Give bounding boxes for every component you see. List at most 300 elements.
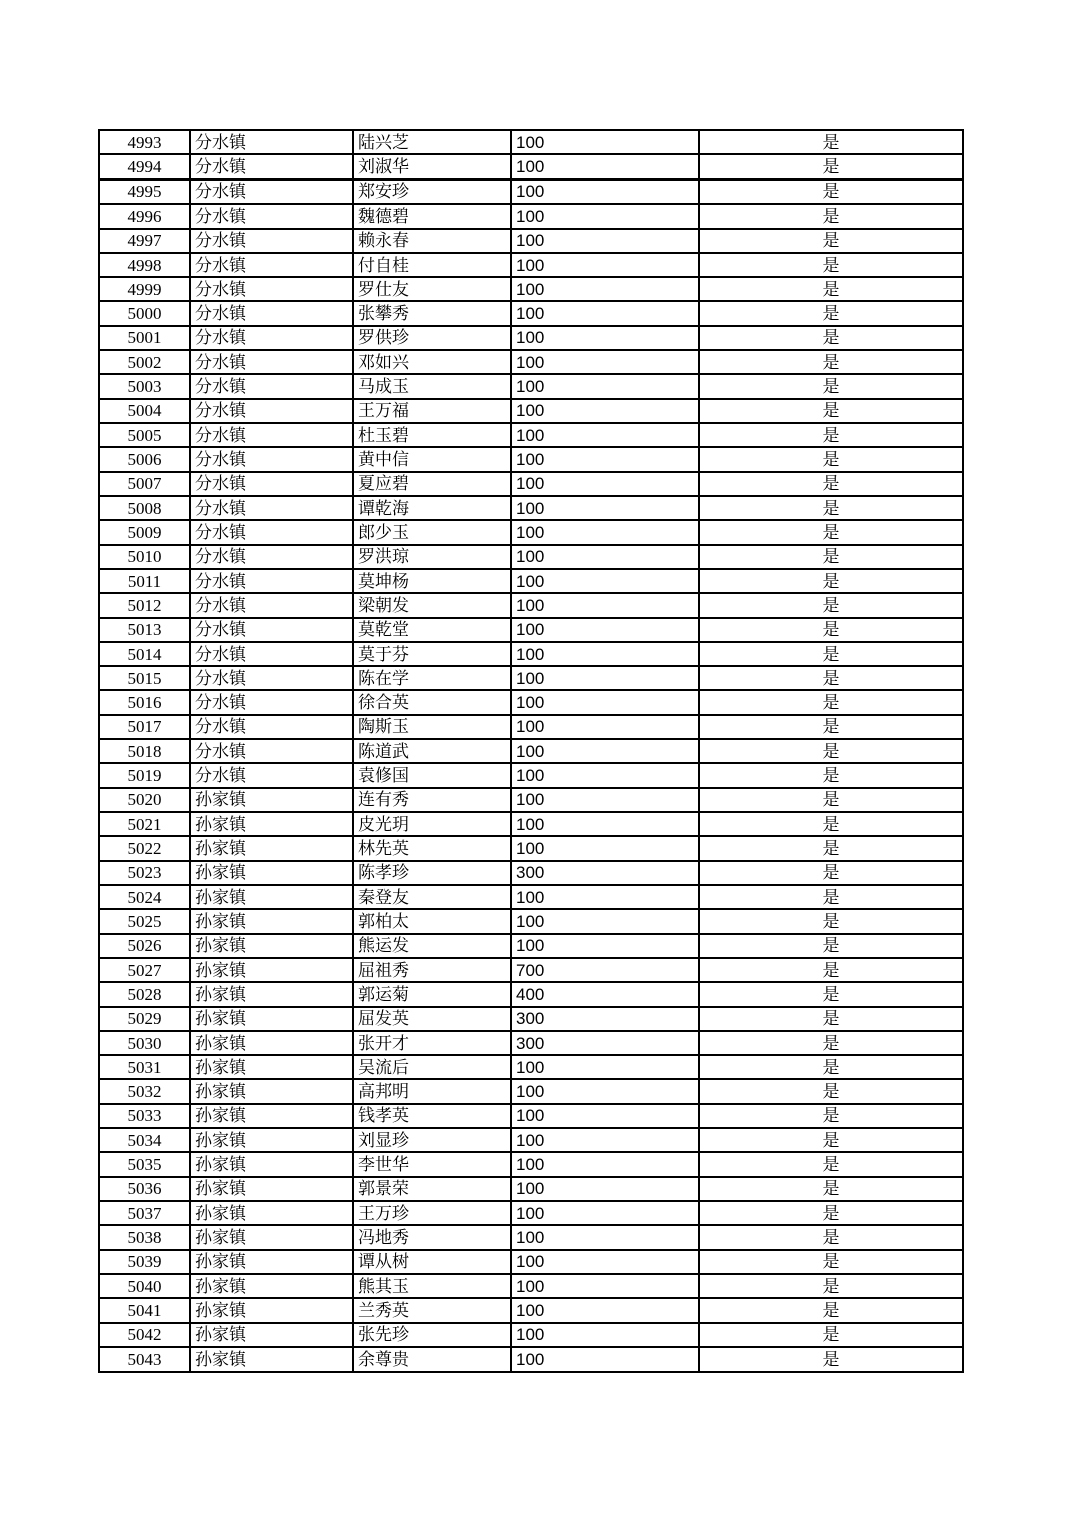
table-row [99,520,963,544]
cell-serial-number: 5007 [99,472,190,496]
cell-town: 分水镇 [190,350,353,374]
cell-confirmed-flag: 是 [699,1347,963,1372]
cell-town: 分水镇 [190,447,353,471]
cell-town: 孙家镇 [190,1031,353,1055]
cell-serial-number: 4993 [99,130,190,154]
cell-amount: 100 [511,812,699,836]
cell-confirmed-flag: 是 [699,618,963,642]
cell-serial-number: 5011 [99,569,190,593]
cell-confirmed-flag: 是 [699,861,963,885]
table-row [99,204,963,228]
cell-serial-number: 4994 [99,154,190,179]
cell-serial-number: 5015 [99,666,190,690]
table-row [99,1274,963,1298]
cell-serial-number: 5017 [99,715,190,739]
cell-town: 孙家镇 [190,982,353,1006]
cell-town: 孙家镇 [190,1274,353,1298]
cell-person-name: 陈道武 [353,739,511,763]
cell-amount: 100 [511,715,699,739]
table-row [99,788,963,812]
cell-amount: 100 [511,1079,699,1103]
cell-serial-number: 5033 [99,1104,190,1128]
cell-town: 分水镇 [190,666,353,690]
cell-person-name: 张先珍 [353,1323,511,1347]
cell-confirmed-flag: 是 [699,154,963,179]
cell-amount: 100 [511,399,699,423]
cell-serial-number: 5024 [99,885,190,909]
cell-town: 孙家镇 [190,1201,353,1225]
cell-amount: 100 [511,350,699,374]
cell-amount: 100 [511,204,699,228]
cell-confirmed-flag: 是 [699,204,963,228]
table-row [99,301,963,325]
cell-person-name: 郎少玉 [353,520,511,544]
cell-person-name: 杜玉碧 [353,423,511,447]
cell-amount: 100 [511,885,699,909]
cell-person-name: 郭运菊 [353,982,511,1006]
table-row [99,423,963,447]
cell-town: 分水镇 [190,715,353,739]
cell-amount: 100 [511,1347,699,1372]
table-row [99,618,963,642]
table-row [99,909,963,933]
cell-amount: 100 [511,836,699,860]
cell-person-name: 陈孝珍 [353,861,511,885]
table-row [99,642,963,666]
cell-town: 分水镇 [190,618,353,642]
cell-confirmed-flag: 是 [699,763,963,787]
cell-town: 孙家镇 [190,788,353,812]
cell-serial-number: 5042 [99,1323,190,1347]
cell-town: 孙家镇 [190,909,353,933]
cell-confirmed-flag: 是 [699,1055,963,1079]
cell-confirmed-flag: 是 [699,1128,963,1152]
cell-amount: 100 [511,934,699,958]
table-row [99,715,963,739]
cell-confirmed-flag: 是 [699,812,963,836]
table-row [99,690,963,714]
cell-town: 分水镇 [190,154,353,179]
cell-serial-number: 5005 [99,423,190,447]
cell-confirmed-flag: 是 [699,326,963,350]
cell-amount: 100 [511,326,699,350]
cell-serial-number: 5019 [99,763,190,787]
cell-confirmed-flag: 是 [699,569,963,593]
cell-amount: 100 [511,253,699,277]
table-row [99,1007,963,1031]
table-row [99,861,963,885]
cell-person-name: 兰秀英 [353,1298,511,1322]
table-row [99,326,963,350]
cell-serial-number: 4995 [99,179,190,204]
cell-person-name: 谭从树 [353,1250,511,1274]
cell-serial-number: 5018 [99,739,190,763]
cell-confirmed-flag: 是 [699,496,963,520]
table-row [99,666,963,690]
cell-confirmed-flag: 是 [699,350,963,374]
cell-town: 分水镇 [190,472,353,496]
cell-amount: 300 [511,1007,699,1031]
cell-town: 孙家镇 [190,1152,353,1176]
table-row [99,179,963,204]
cell-town: 孙家镇 [190,1250,353,1274]
cell-amount: 100 [511,301,699,325]
table-row [99,958,963,982]
cell-confirmed-flag: 是 [699,690,963,714]
cell-person-name: 谭乾海 [353,496,511,520]
cell-person-name: 吴流后 [353,1055,511,1079]
cell-person-name: 钱孝英 [353,1104,511,1128]
cell-confirmed-flag: 是 [699,277,963,301]
cell-amount: 400 [511,982,699,1006]
data-table [98,129,964,1373]
cell-person-name: 梁朝发 [353,593,511,617]
cell-person-name: 张攀秀 [353,301,511,325]
cell-amount: 700 [511,958,699,982]
cell-person-name: 郑安珍 [353,179,511,204]
cell-amount: 100 [511,1152,699,1176]
table-row [99,569,963,593]
cell-town: 分水镇 [190,301,353,325]
cell-town: 孙家镇 [190,934,353,958]
cell-person-name: 张开才 [353,1031,511,1055]
cell-confirmed-flag: 是 [699,934,963,958]
cell-person-name: 付自桂 [353,253,511,277]
cell-person-name: 冯地秀 [353,1225,511,1249]
cell-town: 孙家镇 [190,1323,353,1347]
cell-person-name: 徐合英 [353,690,511,714]
cell-town: 孙家镇 [190,836,353,860]
cell-amount: 100 [511,690,699,714]
cell-amount: 100 [511,1298,699,1322]
cell-town: 孙家镇 [190,1079,353,1103]
cell-town: 孙家镇 [190,1007,353,1031]
cell-confirmed-flag: 是 [699,1225,963,1249]
cell-confirmed-flag: 是 [699,958,963,982]
cell-person-name: 刘显珍 [353,1128,511,1152]
cell-serial-number: 5021 [99,812,190,836]
cell-confirmed-flag: 是 [699,1152,963,1176]
cell-serial-number: 5037 [99,1201,190,1225]
cell-person-name: 袁修国 [353,763,511,787]
cell-person-name: 熊运发 [353,934,511,958]
table-row [99,1128,963,1152]
table-row [99,836,963,860]
cell-town: 分水镇 [190,326,353,350]
cell-amount: 100 [511,472,699,496]
table-row [99,1347,963,1372]
cell-confirmed-flag: 是 [699,301,963,325]
cell-person-name: 罗洪琼 [353,545,511,569]
cell-amount: 100 [511,1177,699,1201]
table-row [99,130,963,154]
cell-person-name: 罗仕友 [353,277,511,301]
cell-person-name: 余尊贵 [353,1347,511,1372]
cell-amount: 100 [511,1225,699,1249]
cell-amount: 100 [511,277,699,301]
cell-serial-number: 5041 [99,1298,190,1322]
cell-serial-number: 5026 [99,934,190,958]
cell-town: 孙家镇 [190,1347,353,1372]
cell-serial-number: 5010 [99,545,190,569]
cell-confirmed-flag: 是 [699,666,963,690]
cell-serial-number: 5006 [99,447,190,471]
cell-town: 分水镇 [190,593,353,617]
table-row [99,934,963,958]
cell-person-name: 高邦明 [353,1079,511,1103]
cell-person-name: 林先英 [353,836,511,860]
cell-serial-number: 5031 [99,1055,190,1079]
cell-confirmed-flag: 是 [699,520,963,544]
cell-serial-number: 5023 [99,861,190,885]
cell-confirmed-flag: 是 [699,1201,963,1225]
cell-serial-number: 5027 [99,958,190,982]
cell-confirmed-flag: 是 [699,253,963,277]
cell-serial-number: 5001 [99,326,190,350]
cell-confirmed-flag: 是 [699,447,963,471]
cell-person-name: 熊其玉 [353,1274,511,1298]
cell-serial-number: 5014 [99,642,190,666]
cell-town: 分水镇 [190,763,353,787]
cell-confirmed-flag: 是 [699,885,963,909]
cell-amount: 100 [511,229,699,253]
cell-person-name: 莫坤杨 [353,569,511,593]
table-row [99,1079,963,1103]
cell-person-name: 陆兴芝 [353,130,511,154]
cell-serial-number: 5016 [99,690,190,714]
cell-serial-number: 5009 [99,520,190,544]
cell-amount: 100 [511,374,699,398]
cell-confirmed-flag: 是 [699,909,963,933]
cell-serial-number: 5013 [99,618,190,642]
cell-amount: 100 [511,593,699,617]
cell-person-name: 黄中信 [353,447,511,471]
cell-person-name: 莫乾堂 [353,618,511,642]
cell-confirmed-flag: 是 [699,642,963,666]
cell-person-name: 王万珍 [353,1201,511,1225]
cell-serial-number: 5043 [99,1347,190,1372]
cell-amount: 100 [511,423,699,447]
table-row [99,739,963,763]
cell-person-name: 夏应碧 [353,472,511,496]
table-row [99,472,963,496]
cell-serial-number: 5032 [99,1079,190,1103]
table-row [99,447,963,471]
table-row [99,593,963,617]
cell-town: 孙家镇 [190,1055,353,1079]
cell-confirmed-flag: 是 [699,545,963,569]
table-row [99,1298,963,1322]
cell-serial-number: 5040 [99,1274,190,1298]
table-row [99,1031,963,1055]
cell-amount: 100 [511,788,699,812]
cell-amount: 100 [511,1055,699,1079]
table-row [99,229,963,253]
cell-amount: 100 [511,545,699,569]
table-row [99,1250,963,1274]
table-row [99,1201,963,1225]
cell-serial-number: 5000 [99,301,190,325]
cell-town: 分水镇 [190,399,353,423]
cell-confirmed-flag: 是 [699,739,963,763]
table-body [99,130,963,1372]
table-row [99,399,963,423]
cell-serial-number: 5030 [99,1031,190,1055]
cell-town: 孙家镇 [190,1128,353,1152]
cell-serial-number: 5034 [99,1128,190,1152]
table-row [99,812,963,836]
cell-amount: 100 [511,447,699,471]
table-row [99,350,963,374]
cell-confirmed-flag: 是 [699,1031,963,1055]
cell-serial-number: 5003 [99,374,190,398]
cell-amount: 100 [511,739,699,763]
cell-serial-number: 5025 [99,909,190,933]
cell-confirmed-flag: 是 [699,1079,963,1103]
cell-person-name: 郭柏太 [353,909,511,933]
cell-serial-number: 5038 [99,1225,190,1249]
table-row [99,253,963,277]
cell-amount: 100 [511,909,699,933]
cell-town: 孙家镇 [190,885,353,909]
table-row [99,1104,963,1128]
cell-town: 分水镇 [190,204,353,228]
cell-person-name: 邓如兴 [353,350,511,374]
cell-town: 分水镇 [190,496,353,520]
cell-person-name: 陈在学 [353,666,511,690]
cell-person-name: 赖永春 [353,229,511,253]
cell-confirmed-flag: 是 [699,423,963,447]
cell-person-name: 屈祖秀 [353,958,511,982]
cell-confirmed-flag: 是 [699,715,963,739]
cell-person-name: 李世华 [353,1152,511,1176]
cell-serial-number: 5035 [99,1152,190,1176]
table-row [99,1225,963,1249]
cell-amount: 100 [511,763,699,787]
cell-amount: 100 [511,1201,699,1225]
table-row [99,154,963,179]
cell-confirmed-flag: 是 [699,1323,963,1347]
cell-serial-number: 5022 [99,836,190,860]
cell-town: 分水镇 [190,179,353,204]
cell-confirmed-flag: 是 [699,229,963,253]
cell-serial-number: 4997 [99,229,190,253]
cell-town: 孙家镇 [190,1104,353,1128]
cell-amount: 100 [511,1323,699,1347]
cell-person-name: 陶斯玉 [353,715,511,739]
cell-town: 分水镇 [190,253,353,277]
table-row [99,496,963,520]
table-row [99,277,963,301]
cell-serial-number: 5029 [99,1007,190,1031]
cell-serial-number: 5028 [99,982,190,1006]
cell-serial-number: 5020 [99,788,190,812]
cell-confirmed-flag: 是 [699,788,963,812]
cell-confirmed-flag: 是 [699,1250,963,1274]
cell-town: 分水镇 [190,642,353,666]
cell-town: 分水镇 [190,277,353,301]
cell-person-name: 魏德碧 [353,204,511,228]
cell-confirmed-flag: 是 [699,399,963,423]
cell-confirmed-flag: 是 [699,593,963,617]
cell-amount: 100 [511,666,699,690]
cell-person-name: 罗供珍 [353,326,511,350]
cell-confirmed-flag: 是 [699,1007,963,1031]
cell-town: 分水镇 [190,690,353,714]
cell-person-name: 屈发英 [353,1007,511,1031]
cell-town: 孙家镇 [190,861,353,885]
cell-amount: 300 [511,861,699,885]
cell-town: 孙家镇 [190,812,353,836]
table-row [99,1323,963,1347]
cell-confirmed-flag: 是 [699,836,963,860]
cell-amount: 100 [511,130,699,154]
cell-confirmed-flag: 是 [699,1298,963,1322]
cell-amount: 300 [511,1031,699,1055]
table-row [99,885,963,909]
cell-town: 分水镇 [190,545,353,569]
table-row [99,545,963,569]
cell-confirmed-flag: 是 [699,1274,963,1298]
cell-amount: 100 [511,154,699,179]
table-row [99,1152,963,1176]
cell-amount: 100 [511,642,699,666]
cell-town: 分水镇 [190,569,353,593]
cell-amount: 100 [511,1104,699,1128]
cell-person-name: 王万福 [353,399,511,423]
cell-serial-number: 4996 [99,204,190,228]
cell-amount: 100 [511,520,699,544]
cell-serial-number: 5036 [99,1177,190,1201]
cell-serial-number: 5002 [99,350,190,374]
cell-person-name: 皮光玥 [353,812,511,836]
cell-amount: 100 [511,1128,699,1152]
cell-town: 分水镇 [190,739,353,763]
cell-person-name: 郭景荣 [353,1177,511,1201]
cell-town: 孙家镇 [190,1177,353,1201]
cell-confirmed-flag: 是 [699,472,963,496]
cell-town: 分水镇 [190,520,353,544]
cell-person-name: 刘淑华 [353,154,511,179]
cell-confirmed-flag: 是 [699,374,963,398]
table-row [99,374,963,398]
cell-amount: 100 [511,569,699,593]
cell-town: 孙家镇 [190,1298,353,1322]
cell-serial-number: 5004 [99,399,190,423]
cell-confirmed-flag: 是 [699,130,963,154]
table-row [99,1177,963,1201]
cell-serial-number: 5039 [99,1250,190,1274]
cell-confirmed-flag: 是 [699,982,963,1006]
cell-serial-number: 5012 [99,593,190,617]
table-row [99,982,963,1006]
cell-amount: 100 [511,1250,699,1274]
cell-serial-number: 5008 [99,496,190,520]
cell-amount: 100 [511,496,699,520]
table-row [99,1055,963,1079]
cell-town: 分水镇 [190,423,353,447]
cell-confirmed-flag: 是 [699,1177,963,1201]
cell-serial-number: 4998 [99,253,190,277]
cell-amount: 100 [511,618,699,642]
cell-person-name: 莫于芬 [353,642,511,666]
cell-person-name: 马成玉 [353,374,511,398]
cell-town: 分水镇 [190,130,353,154]
cell-town: 分水镇 [190,374,353,398]
cell-confirmed-flag: 是 [699,179,963,204]
cell-town: 分水镇 [190,229,353,253]
cell-person-name: 连有秀 [353,788,511,812]
